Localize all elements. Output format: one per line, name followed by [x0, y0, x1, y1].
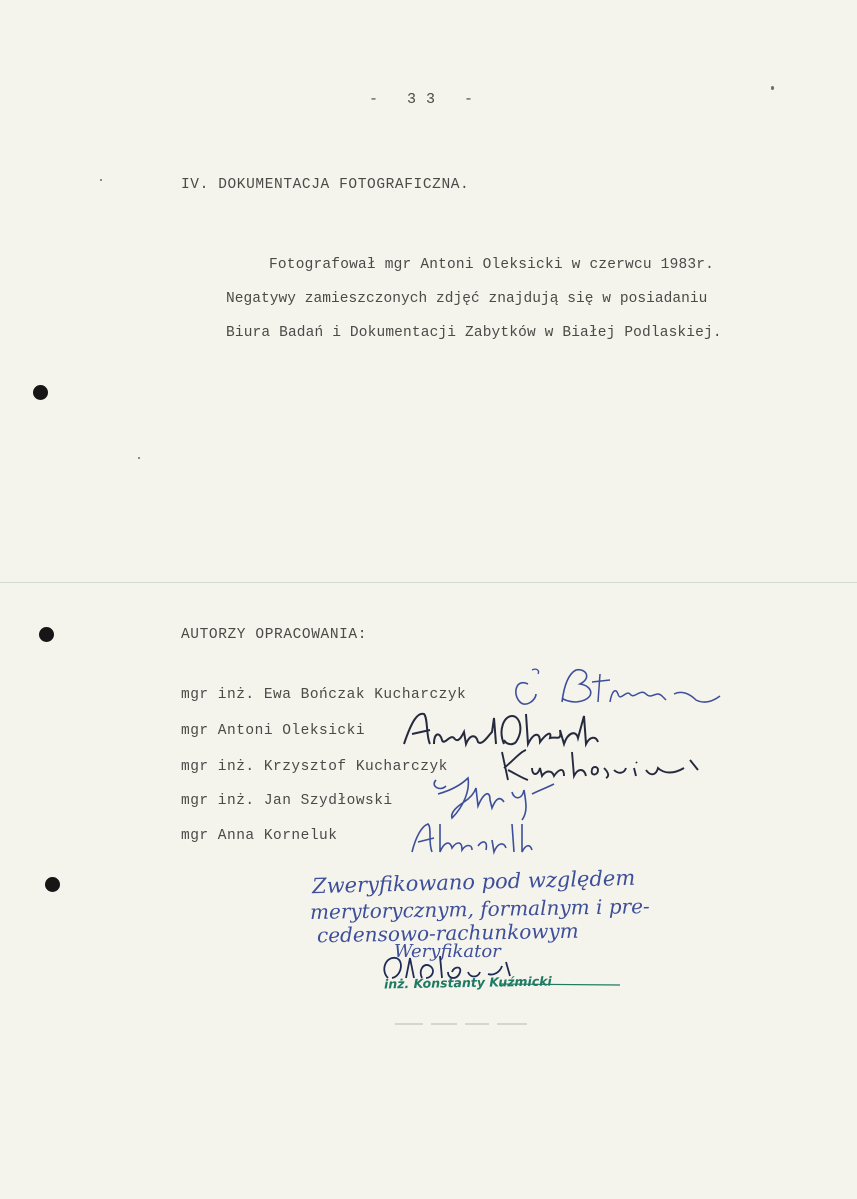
ink-speck [771, 86, 774, 90]
punch-hole-top [33, 385, 48, 400]
punch-hole-middle [39, 627, 54, 642]
faint-dashed-line [393, 1021, 533, 1027]
body-line: Biura Badań i Dokumentacji Zabytków w Białej Podlaskiej. [226, 325, 722, 341]
verification-line: merytorycznym, formalnym i pre- [309, 894, 650, 924]
author-line: mgr Antoni Oleksicki [181, 723, 366, 739]
body-line: Negatywy zamieszczonych zdjęć znajdują się w posiadaniu [226, 291, 708, 307]
signature-ewa-bonczak-kucharczyk [506, 664, 726, 714]
body-line: Fotografował mgr Antoni Oleksicki w czerwcu 1983r. [269, 257, 715, 273]
ink-speck [138, 457, 140, 459]
stamp-underline [500, 982, 620, 988]
author-line: mgr inż. Jan Szydłowski [181, 793, 393, 809]
paper-fold-line [0, 582, 857, 583]
author-line: mgr inż. Ewa Bończak Kucharczyk [181, 687, 467, 703]
verification-line: Zweryfikowano pod względem [311, 865, 636, 899]
verification-line: Weryfikator [394, 941, 501, 962]
author-line: mgr inż. Krzysztof Kucharczyk [181, 759, 448, 775]
author-line: mgr Anna Korneluk [181, 828, 338, 844]
verification-line: cedensowo-rachunkowym [316, 918, 579, 948]
ink-speck [100, 179, 102, 181]
page-number: - 33 - [369, 91, 484, 108]
punch-hole-bottom [45, 877, 60, 892]
verifier-stamp: inż. Konstanty Kuźmicki [383, 973, 552, 992]
section-heading: IV. DOKUMENTACJA FOTOGRAFICZNA. [181, 177, 470, 193]
signature-anna-korneluk [406, 816, 534, 858]
authors-heading: AUTORZY OPRACOWANIA: [181, 627, 368, 643]
